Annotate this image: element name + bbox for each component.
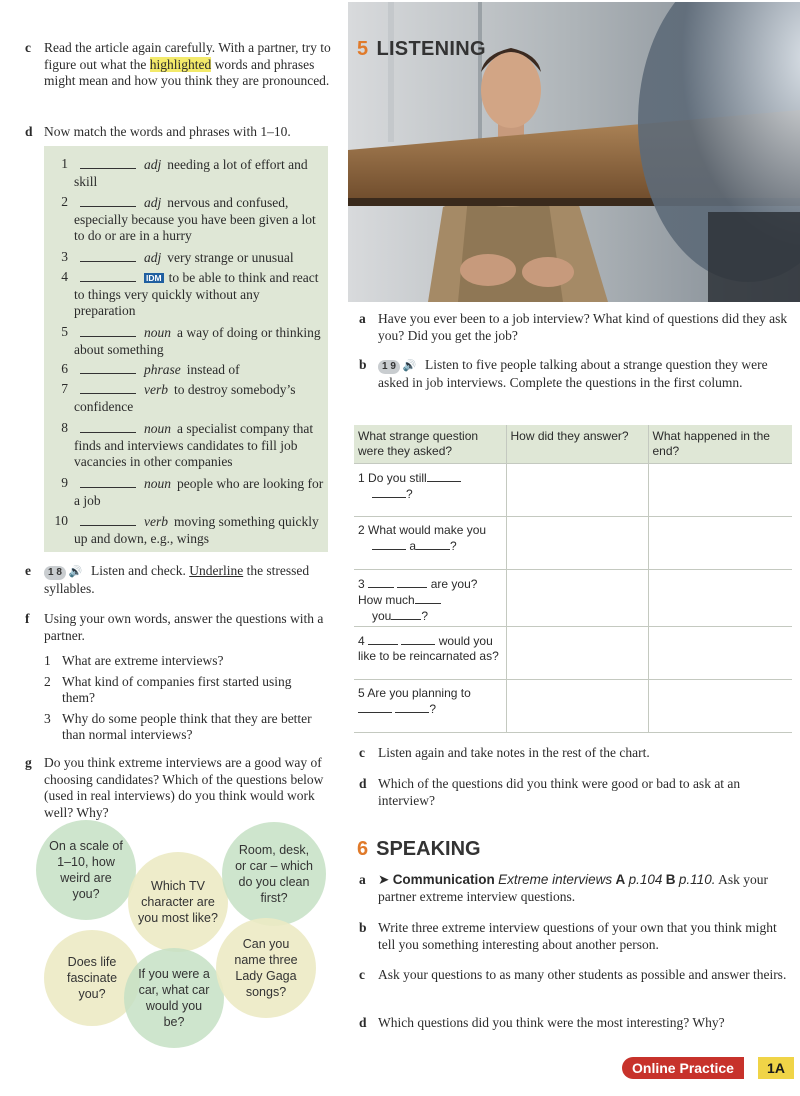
- outcome-cell[interactable]: [648, 517, 792, 570]
- answer-blank[interactable]: [372, 538, 406, 550]
- answer-blank[interactable]: [427, 470, 461, 482]
- column-header: What happened in the end?: [648, 425, 792, 464]
- column-header: What strange question were they asked?: [354, 425, 506, 464]
- match-item: 2 adj nervous and confused, especially because you have been given a lot to do or are in a hurry: [61, 194, 316, 243]
- match-item: 1 adj needing a lot of effort and skill: [61, 156, 308, 189]
- answer-blank[interactable]: [397, 576, 427, 588]
- answer-cell[interactable]: [506, 680, 648, 733]
- exercise-e: e 1 8 🔊 Listen and check. Underline the stressed syllables.: [25, 563, 310, 596]
- listening-exercise-d: d Which of the questions did you think were good or bad to ask at an interview?: [359, 776, 741, 808]
- match-item: 9 noun people who are looking for a job: [61, 475, 324, 508]
- exercise-letter: d: [25, 124, 33, 139]
- match-item: 4 IDM to be able to think and react to things very quickly without any preparation: [61, 269, 319, 318]
- audio-track-badge[interactable]: 1 8: [44, 566, 66, 580]
- question-cell: 2 What would make you a ?: [354, 517, 506, 570]
- listening-chart: [354, 425, 792, 733]
- speaker-icon: 🔊: [68, 565, 83, 578]
- idiom-badge: IDM: [146, 273, 162, 283]
- answer-blank[interactable]: [368, 576, 394, 588]
- answer-blank[interactable]: [358, 701, 392, 713]
- exercise-text: words and phrases might mean and how you think they are pronounced.: [44, 56, 330, 88]
- answer-blank[interactable]: [80, 361, 136, 374]
- exercise-c: [25, 40, 334, 90]
- answer-blank[interactable]: [395, 701, 429, 713]
- exercise-letter: c: [359, 967, 365, 982]
- exercise-letter: a: [359, 872, 366, 887]
- question-item: 2 What kind of companies first started using them?: [44, 673, 292, 705]
- table-row: [354, 464, 792, 517]
- answer-blank[interactable]: [80, 475, 136, 488]
- outcome-cell[interactable]: [648, 627, 792, 680]
- answer-blank[interactable]: [80, 513, 136, 526]
- answer-blank[interactable]: [80, 249, 136, 262]
- answer-cell[interactable]: [506, 464, 648, 517]
- column-header: How did they answer?: [506, 425, 648, 464]
- answer-cell[interactable]: [506, 517, 648, 570]
- exercise-letter: c: [359, 745, 365, 760]
- exercise-letter: b: [359, 357, 367, 372]
- question-bubble: If you were a car, what car would you be?: [124, 948, 224, 1048]
- question-list: [44, 653, 326, 744]
- answer-blank[interactable]: [80, 194, 136, 207]
- vocabulary-match-box: [44, 146, 328, 552]
- question-item: 1 What are extreme interviews?: [44, 653, 224, 668]
- highlighted-word: highlighted: [149, 56, 212, 72]
- speaking-exercise-b: b Write three extreme interview questions of your own that you think might tell you something interesting about another person.: [359, 920, 777, 952]
- answer-blank[interactable]: [368, 633, 398, 645]
- match-item: 7 verb to destroy somebody’s confidence: [61, 381, 296, 414]
- speaking-exercise-a: a ➤ Communication Extreme interviews A p.104 B p.110. Ask your partner extreme interview questions.: [359, 872, 768, 904]
- exercise-g: g Do you think extreme interviews are a good way of choosing candidates? Which of the questions below (used in real interviews) do you think would work well? Why?: [25, 755, 324, 820]
- question-cell: 5 Are you planning to ?: [354, 680, 506, 733]
- question-cell: 3 are you? How much you ?: [354, 570, 506, 627]
- question-cell: 4 would you like to be reincarnated as?: [354, 627, 506, 680]
- match-item: 10 verb moving something quickly up and down, e.g., wings: [54, 513, 319, 546]
- answer-cell[interactable]: [506, 627, 648, 680]
- answer-cell[interactable]: [506, 570, 648, 627]
- answer-blank[interactable]: [391, 608, 421, 620]
- answer-blank[interactable]: [401, 633, 435, 645]
- exercise-text: Read the article again carefully. With a partner, try to figure out what the: [44, 40, 331, 72]
- match-item: 6 phrase instead of: [61, 361, 240, 377]
- question-bubble: Does life fascinate you?: [44, 930, 140, 1026]
- exercise-letter: b: [359, 920, 367, 935]
- arrow-icon: ➤: [378, 872, 390, 887]
- question-bubble: Can you name three Lady Gaga songs?: [216, 918, 316, 1018]
- exercise-f: f Using your own words, answer the questions with a partner.: [25, 611, 324, 643]
- speaking-exercise-d: d Which questions did you think were the most interesting? Why?: [359, 1015, 725, 1030]
- answer-blank[interactable]: [415, 592, 441, 604]
- table-row: [354, 570, 792, 627]
- exercise-letter: g: [25, 755, 32, 770]
- answer-blank[interactable]: [80, 156, 136, 169]
- match-item: 8 noun a specialist company that finds and interviews candidates to fill job vacancies in other companies: [61, 420, 314, 469]
- audio-track-badge[interactable]: 1 9: [378, 360, 400, 374]
- outcome-cell[interactable]: [648, 570, 792, 627]
- listening-exercise-b: b 1 9 🔊 Listen to five people talking about a strange question they were asked in job interviews. Complete the questions in the first column.: [359, 357, 768, 390]
- exercise-d: [25, 124, 334, 141]
- exercise-letter: f: [25, 611, 30, 626]
- answer-blank[interactable]: [80, 324, 136, 337]
- question-bubble: Room, desk, or car – which do you clean first?: [222, 822, 326, 926]
- exercise-letter: e: [25, 563, 31, 578]
- listening-exercise-c: c Listen again and take notes in the rest of the chart.: [359, 745, 650, 760]
- exercise-letter: d: [359, 1015, 367, 1030]
- answer-blank[interactable]: [80, 381, 136, 394]
- table-row: [354, 680, 792, 733]
- question-cell: 1 Do you still ?: [354, 464, 506, 517]
- match-item: 3 adj very strange or unusual: [61, 249, 294, 265]
- exercise-letter: c: [25, 40, 31, 55]
- answer-blank[interactable]: [372, 486, 406, 498]
- unit-badge: 1A: [758, 1057, 794, 1079]
- match-item: 5 noun a way of doing or thinking about something: [61, 324, 321, 357]
- question-bubble: Which TV character are you most like?: [128, 852, 228, 952]
- listening-exercise-a: a Have you ever been to a job interview? What kind of questions did they ask you? Did you get the job?: [359, 311, 788, 343]
- answer-blank[interactable]: [416, 538, 450, 550]
- table-row: [354, 627, 792, 680]
- online-practice-button[interactable]: Online Practice: [622, 1057, 744, 1079]
- outcome-cell[interactable]: [648, 464, 792, 517]
- question-bubble: On a scale of 1–10, how weird are you?: [36, 820, 136, 920]
- section-title-speaking: 6 SPEAKING: [357, 838, 481, 860]
- table-row: [354, 517, 792, 570]
- answer-blank[interactable]: [80, 420, 136, 433]
- outcome-cell[interactable]: [648, 680, 792, 733]
- section-title-listening: 5 LISTENING: [357, 38, 486, 60]
- speaking-exercise-c: c Ask your questions to as many other students as possible and answer theirs.: [359, 967, 787, 982]
- answer-blank[interactable]: [80, 269, 136, 282]
- exercise-letter: a: [359, 311, 366, 326]
- exercise-letter: d: [359, 776, 367, 791]
- question-item: 3 Why do some people think that they are better than normal interviews?: [44, 710, 312, 742]
- speaker-icon: 🔊: [402, 359, 417, 372]
- exercise-text: Now match the words and phrases with 1–10.: [44, 124, 291, 139]
